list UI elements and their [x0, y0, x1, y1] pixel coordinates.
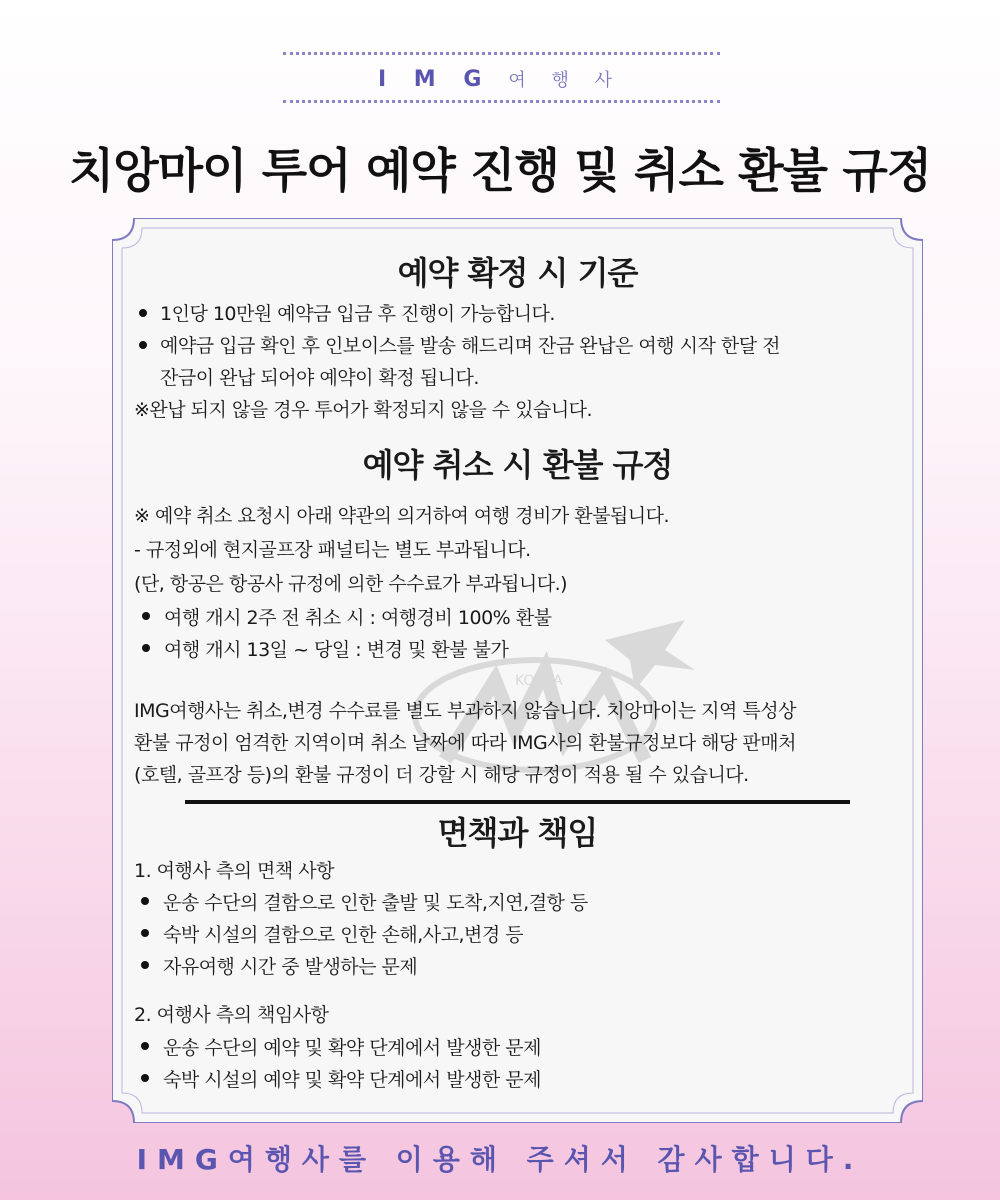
bullet-icon [141, 897, 149, 905]
bullet-icon [139, 341, 147, 349]
dotted-line-top [283, 52, 720, 55]
duty-title: 2. 여행사 측의 책임사항 [134, 1004, 329, 1026]
booking-note: ※완납 되지 않을 경우 투어가 확정되지 않을 수 있습니다. [134, 399, 593, 421]
booking-heading: 예약 확정 시 기준 [397, 254, 638, 292]
refund-paragraph-2: 환불 규정이 엄격한 지역이며 취소 날짜에 따라 IMG사의 환불규정보다 해당 판매처 [134, 732, 796, 754]
footer-thanks: IMG여행사를 이용해 주셔서 감사합니다. [136, 1143, 864, 1176]
dotted-line-bottom [283, 100, 720, 103]
brand-korean: 여 행 사 [508, 70, 623, 91]
refund-paragraph-3: (호텔, 골프장 등)의 환불 규정이 더 강할 시 해당 규정이 적용 될 수 있습니다. [134, 764, 749, 786]
brand-label [0, 66, 1000, 92]
exempt-item-1: 운송 수단의 결함으로 인한 출발 및 도착,지연,결항 등 [163, 892, 588, 914]
booking-bullet-1: 1인당 10만원 예약금 입금 후 진행이 가능합니다. [160, 303, 555, 325]
refund-paragraph-1: IMG여행사는 취소,변경 수수료를 별도 부과하지 않습니다. 치앙마이는 지역 특성상 [134, 700, 796, 722]
exempt-item-2: 숙박 시설의 결함으로 인한 손해,사고,변경 등 [163, 924, 524, 946]
brand-latin: I M G [377, 67, 492, 92]
bullet-icon [141, 1074, 149, 1082]
duty-item-1: 운송 수단의 예약 및 확약 단계에서 발생한 문제 [163, 1037, 542, 1059]
refund-line-3: (단, 항공은 항공사 규정에 의한 수수료가 부과됩니다.) [134, 573, 568, 595]
duty-item-2: 숙박 시설의 예약 및 확약 단계에서 발생한 문제 [163, 1069, 542, 1091]
refund-line-1: ※ 예약 취소 요청시 아래 약관의 의거하여 여행 경비가 환불됩니다. [134, 505, 670, 527]
refund-line-2: - 규정외에 현지골프장 패널티는 별도 부과됩니다. [134, 539, 531, 561]
bullet-icon [141, 929, 149, 937]
section-divider [185, 800, 850, 804]
bullet-icon [141, 961, 149, 969]
bullet-icon [141, 1042, 149, 1050]
page-title: 치앙마이 투어 예약 진행 및 취소 환불 규정 [68, 144, 932, 199]
exempt-title: 1. 여행사 측의 면책 사항 [134, 860, 334, 882]
bullet-icon [142, 612, 150, 620]
refund-heading: 예약 취소 시 환불 규정 [362, 446, 673, 484]
watermark-text: KOREA [515, 673, 563, 689]
bullet-icon [142, 644, 150, 652]
booking-bullet-2: 예약금 입금 확인 후 인보이스를 발송 해드리며 잔금 완납은 여행 시작 한달 전 [160, 335, 780, 357]
refund-bullet-1: 여행 개시 2주 전 취소 시 : 여행경비 100% 환불 [164, 607, 552, 629]
refund-bullet-2: 여행 개시 13일 ~ 당일 : 변경 및 환불 불가 [164, 639, 509, 661]
booking-bullet-2-cont: 잔금이 완납 되어야 예약이 확정 됩니다. [160, 367, 479, 389]
exempt-item-3: 자유여행 시간 중 발생하는 문제 [163, 956, 418, 978]
liability-heading: 면책과 책임 [437, 814, 598, 852]
bullet-icon [139, 309, 147, 317]
